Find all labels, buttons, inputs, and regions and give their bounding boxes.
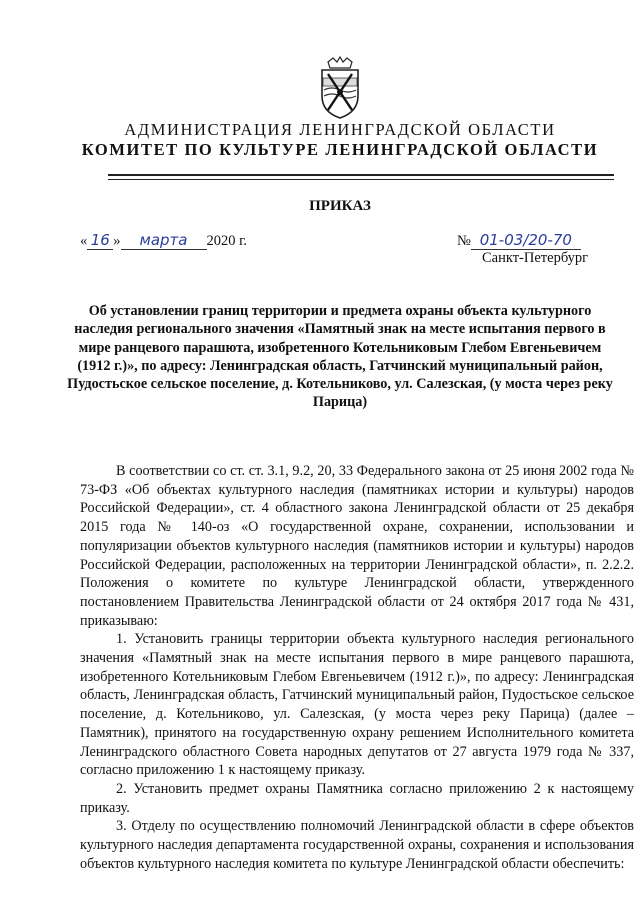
paragraph-3: 3. Отделу по осуществлению полномочий Ленинградской области в сфере объектов культурного наследия департамента государственной охраны, сохранения и использования объектов культурного наследия комитета по культуре Ленинградской области обеспечить: xyxy=(80,818,634,872)
org-line-administration: АДМИНИСТРАЦИЯ ЛЕНИНГРАДСКОЙ ОБЛАСТИ xyxy=(124,120,556,139)
paragraph-1: 1. Установить границы территории объекта культурного наследия регионального значения «Памятный знак на месте испытания первого в мире ранцевого парашюта, изобретенного Котельниковым Глебом Евгеньевичем (1912 г.)», по адресу: Ленинградская область, Ленинградская область, Гатчинский муниципальный район, Пудостьское сельское поселение, д. Котельниково, ул. Салезская, (у моста через реку Парица) (далее – Памятник), принятого на государственную охрану решением Исполнительного комитета Ленинградского областного Совета народных депутатов от 27 августа 1979 года № 337, согласно приложению 1 к настоящему приказу. xyxy=(80,631,634,779)
paragraph-2: 2. Установить предмет охраны Памятника согласно приложению 2 к настоящему приказу. xyxy=(80,780,634,816)
number-value: 01-03/20-70 xyxy=(471,232,581,250)
date-month: марта xyxy=(121,232,207,250)
paragraph-preamble: В соответствии со ст. ст. 3.1, 9.2, 20, 33 Федерального закона от 25 июня 2002 года № 73-ФЗ «Об объектах культурного наследия (памятниках истории и культуры) народов Российской Федерации», ст. 4 областного закона Ленинградской области от 25 декабря 2015 года № 140-оз «О государственной охране, сохранении, использовании и популяризации объектов культурного наследия (памятников истории и культуры) народов Российской Федерации, расположенных на территории Ленинградской области», п. 2.2.2. Положения о комитете по культуре Ленинградской области, утвержденного постановлением Правительства Ленинградской области от 24 октября 2017 года № 431, приказываю: xyxy=(80,463,634,629)
org-line-committee: КОМИТЕТ ПО КУЛЬТУРЕ ЛЕНИНГРАДСКОЙ ОБЛАСТИ xyxy=(81,140,599,159)
number-prefix: № xyxy=(457,233,471,249)
date-day: 16 xyxy=(87,232,113,250)
document-title: Об установлении границ территории и предмета охраны объекта культурного наследия регионального значения «Памятный знак на месте испытания первого в мире ранцевого парашюта, изобретенного Котельниковым Глебом Евгеньевичем (1912 г.)», по адресу: Ленинградская область, Гатчинский муниципальный район, Пудостьское сельское поселение, д. Котельниково, ул. Салезская, (у моста через реку Парица) xyxy=(67,303,613,411)
date-close-quote: » xyxy=(113,233,121,249)
document-body xyxy=(80,462,634,873)
document-city: Санкт-Петербург xyxy=(482,250,589,266)
date-open-quote: « xyxy=(80,233,88,249)
document-type: ПРИКАЗ xyxy=(309,198,371,214)
coat-of-arms-icon xyxy=(316,56,364,120)
header-rule-thin xyxy=(108,179,614,180)
document-date xyxy=(80,232,247,250)
document-number xyxy=(457,232,581,250)
date-year: 2020 г. xyxy=(206,233,248,249)
header-rule-thick xyxy=(108,174,614,176)
